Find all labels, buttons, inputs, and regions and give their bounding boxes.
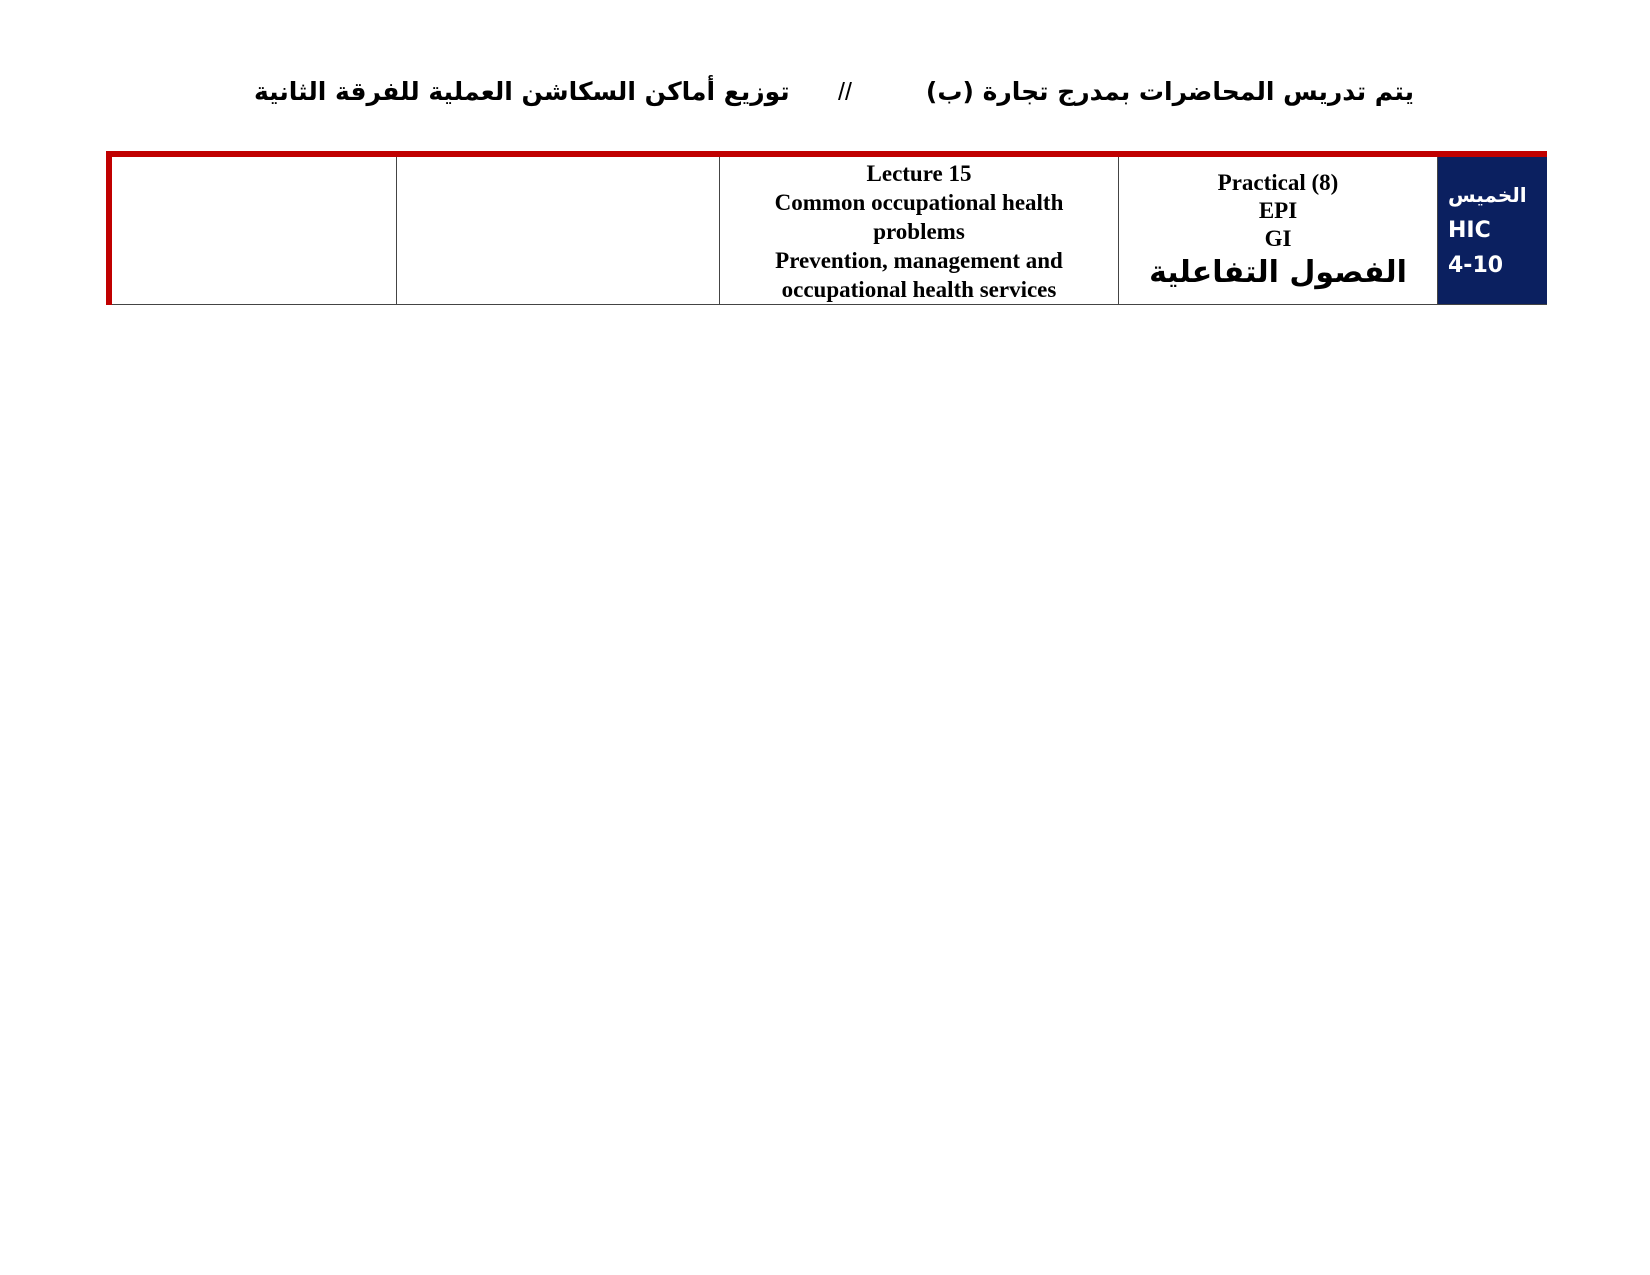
lecture-title: Lecture 15 [866, 161, 972, 186]
header-separator: // [838, 78, 852, 106]
day-code: HIC [1448, 218, 1491, 243]
day-name: الخميس [1448, 183, 1527, 207]
day-cell [1438, 154, 1547, 305]
lecture-line-1: Common occupational health [774, 190, 1064, 215]
practical-title: Practical (8) [1217, 169, 1339, 195]
practical-place: الفصول التفاعلية [1149, 254, 1407, 290]
practical-line-3: GI [1264, 225, 1292, 251]
lecture-line-3: Prevention, management and [775, 248, 1063, 273]
lectures-location-text: يتم تدريس المحاضرات بمدرج تجارة (ب) [925, 77, 1414, 106]
lecture-line-4: occupational health services [781, 277, 1057, 302]
practical-line-2: EPI [1258, 197, 1298, 223]
sections-distribution-text: توزيع أماكن السكاشن العملية للفرقة الثانية [254, 77, 790, 106]
practical-cell [1119, 154, 1438, 305]
empty-cell-2 [397, 154, 720, 305]
table-row [109, 154, 1547, 305]
schedule-table [106, 151, 1547, 305]
day-time: 4-10 [1448, 253, 1504, 278]
empty-cell-1 [109, 154, 397, 305]
lecture-line-2: problems [873, 219, 965, 244]
lecture-cell [720, 154, 1119, 305]
page-header [0, 72, 1650, 112]
